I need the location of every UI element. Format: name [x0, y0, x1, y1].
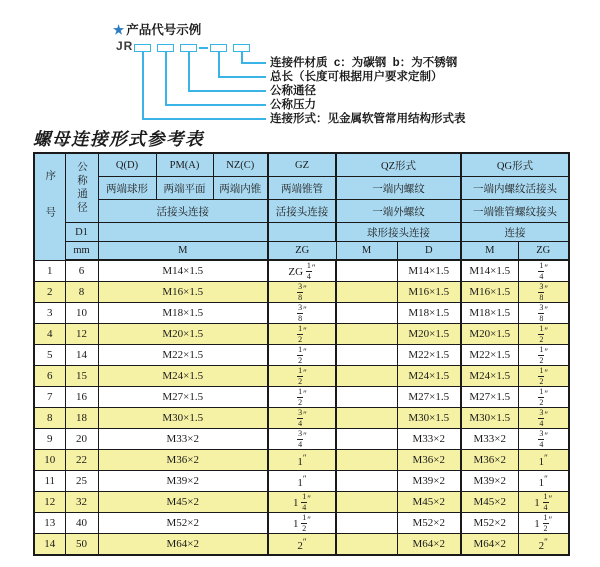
fraction: $\frac{1}{2}$: [539, 344, 544, 365]
cell-qz-d: M20×1.5: [397, 324, 461, 345]
cell-mm: 40: [65, 513, 98, 534]
cell-qg-m: M22×1.5: [461, 345, 518, 366]
table-row: [34, 324, 569, 345]
fraction: $\frac{3}{4}$: [298, 407, 303, 428]
header-group-qz: QZ形式: [336, 153, 461, 177]
cell-gz: [268, 387, 336, 408]
cell-m: M22×1.5: [98, 345, 268, 366]
cell-qz-d: M14×1.5: [397, 260, 461, 282]
connector-line: [142, 52, 144, 119]
code-box-1: [134, 44, 151, 52]
fraction: $\frac{1}{2}$: [298, 365, 303, 386]
header-group-qd: Q(D): [98, 153, 156, 177]
fraction: $\frac{1}{2}$: [543, 512, 548, 533]
cell-seq: 13: [34, 513, 65, 534]
fraction: $\frac{1}{4}$: [539, 260, 544, 281]
cell-qg-zg: [518, 345, 569, 366]
cell-mm: 22: [65, 450, 98, 471]
cell-qz-m: [336, 324, 397, 345]
cell-seq: 8: [34, 408, 65, 429]
cell-mm: 6: [65, 260, 98, 282]
fraction: $\frac{1}{4}$: [543, 491, 548, 512]
header-conn-qg: 一端锥管螺纹接头: [461, 200, 569, 223]
cell-seq: 11: [34, 471, 65, 492]
table-row: [34, 303, 569, 324]
header-unit-qz-d: D: [397, 242, 461, 261]
cell-qg-m: M36×2: [461, 450, 518, 471]
cell-mm: 8: [65, 282, 98, 303]
cell-seq: 6: [34, 366, 65, 387]
cell-qz-m: [336, 471, 397, 492]
cell-qz-d: M24×1.5: [397, 366, 461, 387]
cell-qg-zg: [518, 408, 569, 429]
header-endtype-qg: 一端内螺纹活接头: [461, 177, 569, 200]
fraction: $\frac{1}{4}$: [306, 260, 311, 281]
header-endtype-gz: 两端锥管: [268, 177, 336, 200]
cell-m: M52×2: [98, 513, 268, 534]
cell-qz-m: [336, 345, 397, 366]
fraction: $\frac{3}{8}$: [298, 281, 303, 302]
connector-line: [218, 52, 220, 77]
cell-qz-m: [336, 366, 397, 387]
inch-mark: ″: [311, 262, 316, 273]
code-box-5: [233, 44, 250, 52]
cell-qg-zg: [518, 429, 569, 450]
inch-mark: ″: [303, 430, 307, 441]
cell-mm: 15: [65, 366, 98, 387]
cell-qg-zg: [518, 366, 569, 387]
diagram-label-material: 连接件材质 c：为碳钢 b：为不锈钢: [270, 57, 458, 69]
cell-qg-zg: 1 $\frac{1}{2}$ ″: [518, 513, 569, 534]
cell-gz: 2″: [268, 534, 336, 556]
cell-seq: 1: [34, 260, 65, 282]
header-d1: D1: [65, 223, 98, 242]
cell-gz: [268, 324, 336, 345]
cell-qz-d: M22×1.5: [397, 345, 461, 366]
cell-qg-zg: [518, 324, 569, 345]
cell-m: M18×1.5: [98, 303, 268, 324]
connector-line: [188, 90, 266, 92]
cell-seq: 12: [34, 492, 65, 513]
header-endtype-qz: 一端内螺纹: [336, 177, 461, 200]
cell-mm: 20: [65, 429, 98, 450]
inch-mark: ″: [548, 514, 553, 525]
code-box-3: [180, 44, 197, 52]
fraction: $\frac{1}{2}$: [298, 323, 303, 344]
table-row: [34, 345, 569, 366]
cell-qz-m: [336, 513, 397, 534]
inch-mark: ″: [302, 452, 307, 463]
cell-qg-zg: 2″: [518, 534, 569, 556]
cell-qz-d: M64×2: [397, 534, 461, 556]
cell-mm: 16: [65, 387, 98, 408]
inch-mark: ″: [544, 388, 549, 399]
cell-qg-m: M18×1.5: [461, 303, 518, 324]
header-group-gz: GZ: [268, 153, 336, 177]
diagram-heading-text: 产品代号示例: [126, 23, 202, 37]
header-unit-m: M: [98, 242, 268, 261]
inch-mark: ″: [307, 493, 311, 504]
cell-mm: 18: [65, 408, 98, 429]
inch-mark: ″: [544, 536, 548, 547]
cell-qz-d: M36×2: [397, 450, 461, 471]
inch-mark: ″: [303, 346, 307, 357]
cell-m: M27×1.5: [98, 387, 268, 408]
cell-qz-m: [336, 534, 397, 556]
cell-seq: 2: [34, 282, 65, 303]
cell-mm: 14: [65, 345, 98, 366]
header-unit-qg-zg: ZG: [518, 242, 569, 261]
cell-qg-zg: [518, 260, 569, 282]
cell-gz: [268, 282, 336, 303]
cell-mm: 12: [65, 324, 98, 345]
header-group-nzc: NZ(C): [213, 153, 268, 177]
inch-mark: ″: [544, 325, 549, 336]
cell-gz: 1″: [268, 450, 336, 471]
cell-qg-zg: 1 $\frac{1}{4}$ ″: [518, 492, 569, 513]
inch-mark: ″: [303, 367, 307, 378]
cell-qz-m: [336, 450, 397, 471]
header-unit-mm: mm: [65, 242, 98, 261]
inch-mark: ″: [302, 536, 307, 547]
cell-seq: 10: [34, 450, 65, 471]
cell-qz-m: [336, 408, 397, 429]
cell-qg-m: M30×1.5: [461, 408, 518, 429]
header-endtype-nzc: 两端内锥: [213, 177, 268, 200]
cell-gz: [268, 366, 336, 387]
cell-qz-m: [336, 492, 397, 513]
cell-qg-zg: [518, 282, 569, 303]
cell-qg-zg: [518, 303, 569, 324]
cell-seq: 5: [34, 345, 65, 366]
inch-mark: ″: [303, 388, 307, 399]
diagram-label-pressure: 公称压力: [270, 99, 316, 111]
connector-line: [218, 76, 266, 78]
header-group-pma: PM(A): [156, 153, 213, 177]
connector-line: [165, 52, 167, 105]
table-header: [34, 153, 569, 260]
cell-gz: [268, 303, 336, 324]
header-endtype-pma: 两端平面: [156, 177, 213, 200]
fraction: $\frac{3}{4}$: [298, 428, 303, 449]
cell-qg-m: M24×1.5: [461, 366, 518, 387]
fraction: $\frac{1}{2}$: [298, 344, 303, 365]
cell-qg-m: M16×1.5: [461, 282, 518, 303]
diagram-heading: [113, 20, 201, 38]
cell-qz-d: M33×2: [397, 429, 461, 450]
table-row: [34, 282, 569, 303]
header-conn-union: 活接头连接: [98, 200, 268, 223]
header-connect: 连接: [461, 223, 569, 242]
cell-m: M16×1.5: [98, 282, 268, 303]
cell-qg-m: M64×2: [461, 534, 518, 556]
connector-line: [142, 118, 266, 120]
cell-qz-d: M16×1.5: [397, 282, 461, 303]
cell-qg-m: M14×1.5: [461, 260, 518, 282]
header-conn-qz: 一端外螺纹: [336, 200, 461, 223]
cell-m: M20×1.5: [98, 324, 268, 345]
cell-mm: 32: [65, 492, 98, 513]
inch-mark: ″: [303, 409, 307, 420]
cell-qg-m: M27×1.5: [461, 387, 518, 408]
cell-seq: 3: [34, 303, 65, 324]
table-row: [34, 471, 569, 492]
header-conn-gz: 活接头连接: [268, 200, 336, 223]
fraction: $\frac{3}{4}$: [539, 428, 544, 449]
cell-qz-d: M30×1.5: [397, 408, 461, 429]
table-title: 螺母连接形式参考表: [33, 129, 204, 149]
header-empty-gz: [268, 223, 336, 242]
star-icon: ★: [113, 23, 125, 37]
inch-mark: ″: [303, 325, 307, 336]
cell-m: M30×1.5: [98, 408, 268, 429]
table-row: [34, 366, 569, 387]
header-unit-zg: ZG: [268, 242, 336, 261]
header-unit-qz-m: M: [336, 242, 397, 261]
fraction: $\frac{1}{2}$: [539, 365, 544, 386]
cell-gz: [268, 345, 336, 366]
cell-qg-zg: [518, 387, 569, 408]
code-box-2: [157, 44, 174, 52]
cell-qz-d: M39×2: [397, 471, 461, 492]
cell-seq: 4: [34, 324, 65, 345]
fraction: $\frac{1}{2}$: [539, 386, 544, 407]
cell-qg-m: M20×1.5: [461, 324, 518, 345]
cell-mm: 10: [65, 303, 98, 324]
cell-qz-d: M52×2: [397, 513, 461, 534]
header-unit-qg-m: M: [461, 242, 518, 261]
header-seq: 序号: [34, 153, 65, 260]
fraction: $\frac{3}{8}$: [539, 302, 544, 323]
fraction: $\frac{3}{8}$: [298, 302, 303, 323]
header-nominal-diameter: 公称通径: [65, 153, 98, 223]
fraction: $\frac{3}{8}$: [539, 281, 544, 302]
fraction: $\frac{1}{2}$: [302, 512, 307, 533]
table-row: [34, 387, 569, 408]
cell-mm: 25: [65, 471, 98, 492]
header-endtype-qd: 两端球形: [98, 177, 156, 200]
cell-m: M14×1.5: [98, 260, 268, 282]
cell-qz-m: [336, 429, 397, 450]
inch-mark: ″: [544, 346, 549, 357]
header-group-qg: QG形式: [461, 153, 569, 177]
fraction: $\frac{3}{4}$: [539, 407, 544, 428]
cell-qz-m: [336, 260, 397, 282]
nut-connection-table: [33, 152, 570, 556]
table-row: [34, 492, 569, 513]
cell-m: M64×2: [98, 534, 268, 556]
cell-seq: 9: [34, 429, 65, 450]
cell-gz: 1 $\frac{1}{4}$ ″: [268, 492, 336, 513]
inch-mark: ″: [303, 304, 307, 315]
connector-line: [188, 52, 190, 91]
cell-gz: 1 $\frac{1}{2}$ ″: [268, 513, 336, 534]
code-box-4: [210, 44, 227, 52]
cell-m: M33×2: [98, 429, 268, 450]
code-prefix: JR: [116, 39, 134, 53]
cell-qg-m: M52×2: [461, 513, 518, 534]
inch-mark: ″: [544, 262, 549, 273]
table-row: [34, 260, 569, 282]
header-empty-m: [98, 223, 268, 242]
inch-mark: ″: [307, 514, 311, 525]
table-row: [34, 408, 569, 429]
cell-gz: [268, 408, 336, 429]
inch-mark: ″: [302, 473, 307, 484]
inch-mark: ″: [303, 283, 307, 294]
cell-qg-zg: 1″: [518, 450, 569, 471]
fraction: $\frac{1}{2}$: [298, 386, 303, 407]
cell-gz: ZG $\frac{1}{4}$ ″: [268, 260, 336, 282]
cell-qg-zg: 1″: [518, 471, 569, 492]
fraction: $\frac{1}{2}$: [539, 323, 544, 344]
inch-mark: ″: [548, 493, 553, 504]
cell-m: M36×2: [98, 450, 268, 471]
cell-qg-m: M45×2: [461, 492, 518, 513]
cell-seq: 7: [34, 387, 65, 408]
header-ball-joint: 球形接头连接: [336, 223, 461, 242]
table-body: [34, 260, 569, 555]
cell-m: M39×2: [98, 471, 268, 492]
inch-mark: ″: [544, 304, 549, 315]
table-row: [34, 513, 569, 534]
inch-mark: ″: [544, 473, 548, 484]
fraction: $\frac{1}{4}$: [302, 491, 307, 512]
inch-mark: ″: [544, 452, 548, 463]
cell-gz: [268, 429, 336, 450]
diagram-label-diameter: 公称通径: [270, 85, 316, 97]
cell-qg-m: M39×2: [461, 471, 518, 492]
inch-mark: ″: [544, 430, 549, 441]
cell-qz-d: M45×2: [397, 492, 461, 513]
cell-qg-m: M33×2: [461, 429, 518, 450]
cell-qz-d: M27×1.5: [397, 387, 461, 408]
table-row: [34, 450, 569, 471]
table-row: [34, 429, 569, 450]
cell-mm: 50: [65, 534, 98, 556]
inch-mark: ″: [544, 409, 549, 420]
cell-qz-m: [336, 387, 397, 408]
cell-m: M24×1.5: [98, 366, 268, 387]
code-dash: [199, 47, 208, 49]
cell-m: M45×2: [98, 492, 268, 513]
cell-qz-m: [336, 303, 397, 324]
cell-gz: 1″: [268, 471, 336, 492]
connector-line: [165, 104, 266, 106]
diagram-label-length: 总长（长度可根据用户要求定制）: [270, 71, 443, 83]
inch-mark: ″: [544, 283, 549, 294]
cell-qz-m: [336, 282, 397, 303]
diagram-label-connection: 连接形式：见金属软管常用结构形式表: [270, 113, 466, 125]
connector-line: [241, 62, 266, 64]
table-row: [34, 534, 569, 556]
cell-seq: 14: [34, 534, 65, 556]
cell-qz-d: M18×1.5: [397, 303, 461, 324]
inch-mark: ″: [544, 367, 549, 378]
